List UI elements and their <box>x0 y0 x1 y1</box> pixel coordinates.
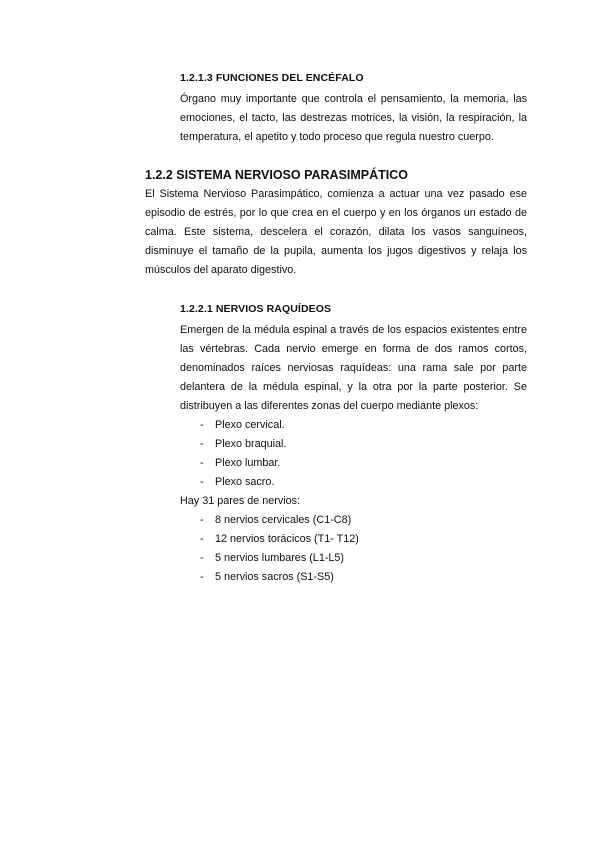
list-item: - Plexo braquial. <box>200 438 287 450</box>
section-1221 <box>180 302 527 587</box>
heading-nervios-raquideos: 1.2.2.1 NERVIOS RAQUÍDEOS <box>180 303 332 315</box>
list-item: - Plexo sacro. <box>200 476 275 488</box>
section-1213 <box>180 71 527 147</box>
pairs-list <box>180 511 527 587</box>
list-item: - 8 nervios cervicales (C1-C8) <box>200 514 352 526</box>
list-item: - Plexo lumbar. <box>200 457 281 469</box>
paragraph-nervios-raquideos: Emergen de la médula espinal a través de los espacios existentes entre las vértebras. Cada nervio emerge en forma de dos ramos cortos, denominados raíces nerviosas raquídeas: una rama sale por parte delantera de la médula espinal, y la otra por la parte posterior. Se distribuyen a las diferentes zonas del cuerpo mediante plexos: <box>180 324 527 412</box>
heading-funciones-encefalo: 1.2.1.3 FUNCIONES DEL ENCÉFALO <box>180 72 364 84</box>
section-122 <box>145 167 527 280</box>
paragraph-sistema-parasimpatico: El Sistema Nervioso Parasimpático, comienza a actuar una vez pasado ese episodio de estrés, por lo que crea en el cuerpo y en los órganos un estado de calma. Este sistema, descelera el corazón, dilata los vasos sanguíneos, disminuye el tamaño de la pupila, aumenta los jugos digestivos y relaja los músculos del aparato digestivo. <box>145 188 527 276</box>
list-item: - Plexo cervical. <box>200 419 285 431</box>
paragraph-funciones-encefalo: Órgano muy importante que controla el pensamiento, la memoria, las emociones, el tacto, las destrezas motrices, la visión, la respiración, la temperatura, el apetito y todo proceso que regula nuestro cuerpo. <box>180 93 527 143</box>
heading-sistema-parasimpatico: 1.2.2 SISTEMA NERVIOSO PARASIMPÁTICO <box>145 168 409 182</box>
list-item: - 12 nervios torácicos (T1- T12) <box>200 533 359 545</box>
list-item: - 5 nervios sacros (S1-S5) <box>200 571 334 583</box>
pairs-intro: Hay 31 pares de nervios: <box>180 495 301 507</box>
list-item: - 5 nervios lumbares (L1-L5) <box>200 552 345 564</box>
plexos-list <box>180 416 527 492</box>
